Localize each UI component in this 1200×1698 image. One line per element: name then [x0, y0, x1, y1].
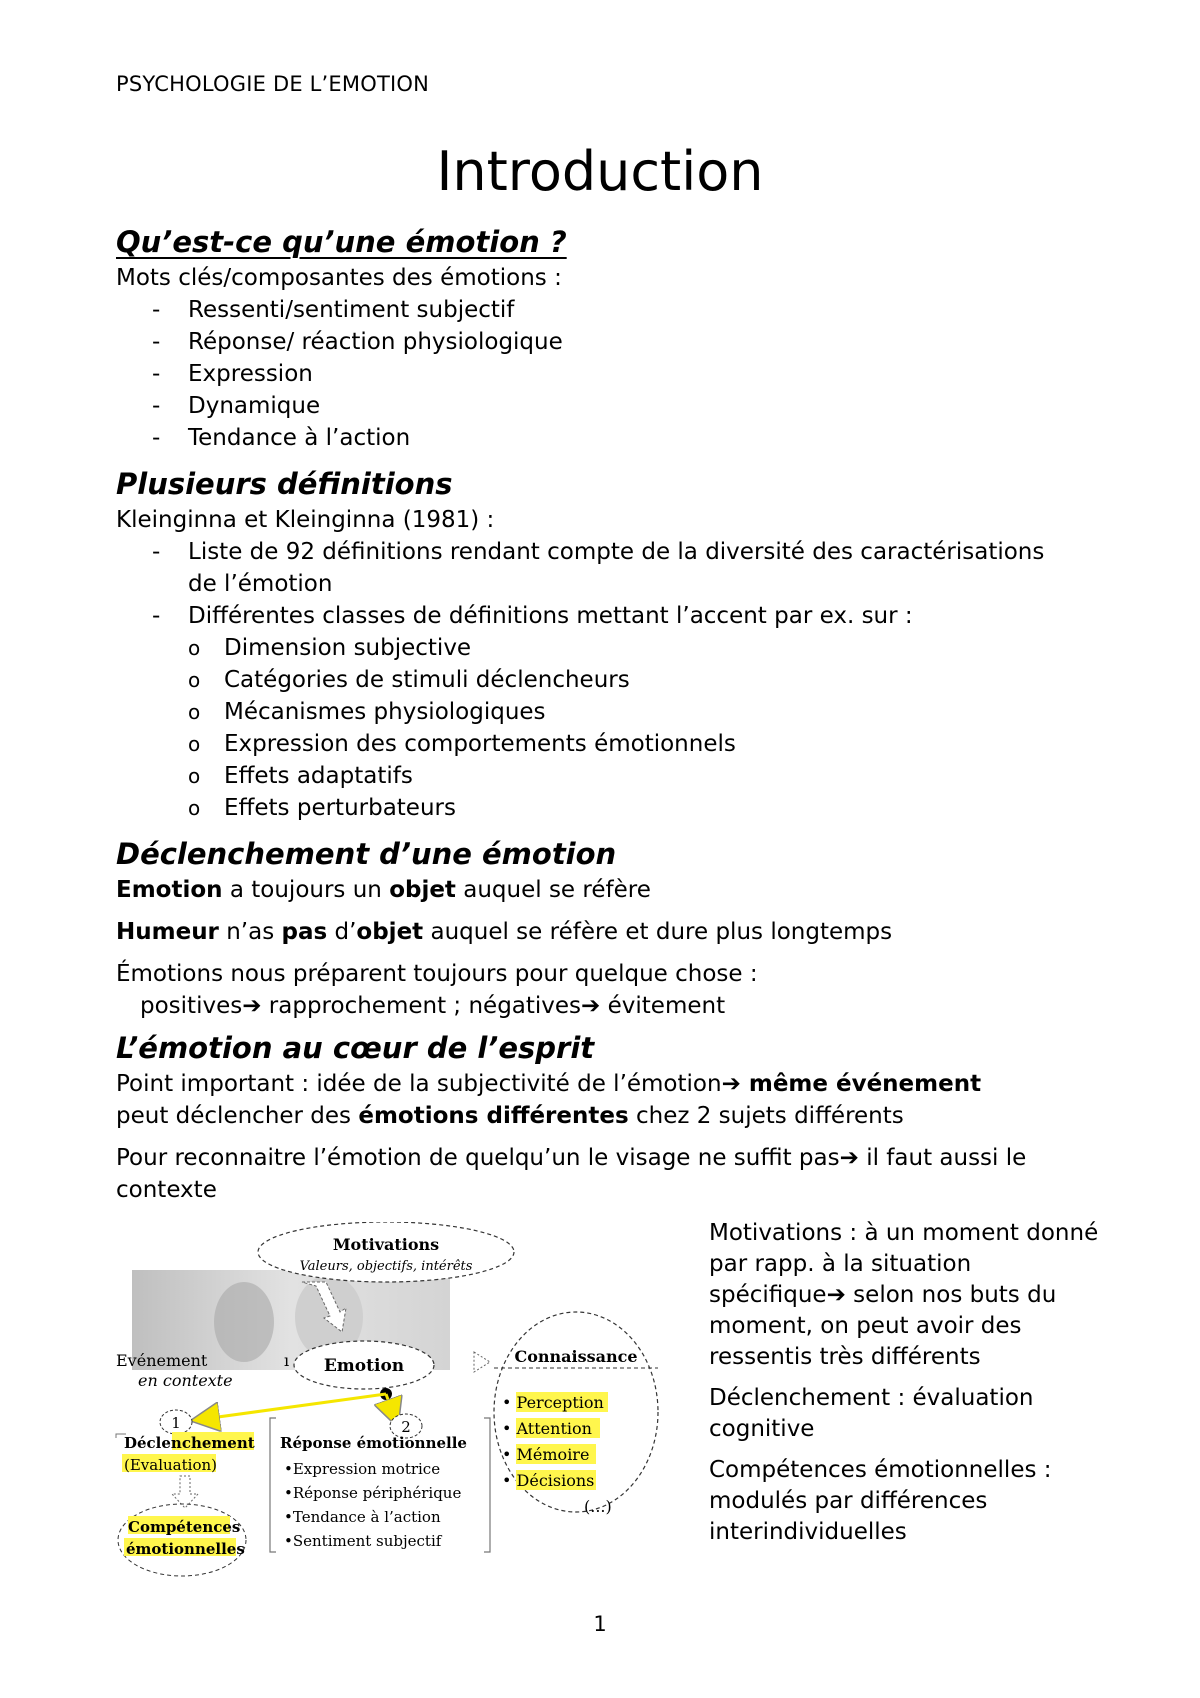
definitions-sublist: [116, 632, 1096, 824]
paragraph-mood: Humeur n’as pas d’objet auquel se réfère et dure plus longtemps: [116, 919, 893, 945]
keywords-list: [116, 294, 1096, 454]
connaissance-label: Connaissance: [514, 1347, 638, 1366]
page-header: PSYCHOLOGIE DE L’EMOTION: [116, 72, 430, 96]
evaluation-label: (Evaluation): [124, 1456, 217, 1474]
event-label: Evénement: [116, 1351, 208, 1370]
list-item: o Dimension subjective: [188, 632, 1096, 664]
note-competences: Compétences émotionnelles : modulés par différences interindividuelles: [709, 1457, 1052, 1545]
keywords-intro: Mots clés/composantes des émotions :: [116, 265, 562, 291]
emotion-diagram: [114, 1222, 694, 1592]
arrow-icon: ➔: [242, 993, 262, 1019]
connaissance-arrow-icon: [474, 1352, 490, 1372]
section-heading-trigger: Déclenchement d’une émotion: [116, 837, 617, 871]
page-title: Introduction: [436, 140, 764, 203]
reponse-item: •Sentiment subjectif: [284, 1532, 442, 1550]
arrow-icon: ➔: [826, 1282, 846, 1308]
list-item: - Différentes classes de définitions mettant l’accent par ex. sur :: [152, 600, 1096, 632]
step-2-label: 2: [401, 1418, 411, 1436]
paragraph-subjectivity: Point important : idée de la subjectivité de l’émotion➔ même événement peut déclencher des émotions différentes chez 2 sujets différents: [116, 1071, 982, 1129]
connaissance-ellipsis: (...): [584, 1497, 612, 1516]
step-1-label: 1: [171, 1414, 181, 1432]
paragraph-approach-avoid: positives➔ rapprochement ; négatives➔ évitement: [140, 993, 726, 1019]
note-motivations: Motivations : à un moment donné par rapp. à la situation spécifique➔ selon nos buts du moment, on peut avoir des ressentis très différents: [709, 1220, 1099, 1370]
reponse-item: •Tendance à l’action: [284, 1508, 441, 1526]
list-item: - Liste de 92 définitions rendant compte de la diversité des caractérisations de l’émotion: [152, 536, 1096, 600]
definitions-list: [116, 536, 1096, 632]
connaissance-item: • Perception: [502, 1393, 604, 1412]
emotion-label: Emotion: [323, 1356, 405, 1376]
list-item: - Réponse/ réaction physiologique: [152, 326, 1096, 358]
page-number: 1: [593, 1612, 607, 1636]
competences-label: Compétences: [128, 1518, 241, 1536]
section-heading-definitions: Plusieurs définitions: [116, 467, 453, 501]
list-item: - Tendance à l’action: [152, 422, 1096, 454]
connaissance-item: • Attention: [502, 1419, 592, 1438]
reponse-item: •Expression motrice: [284, 1460, 441, 1478]
arrow-icon: ➔: [839, 1145, 859, 1171]
competences-label-2: émotionnelles: [126, 1540, 245, 1558]
connaissance-item: • Décisions: [502, 1471, 595, 1490]
list-item: o Catégories de stimuli déclencheurs: [188, 664, 1096, 696]
section-heading-what-is-emotion: Qu’est-ce qu’une émotion ?: [116, 225, 567, 259]
reponse-item: •Réponse périphérique: [284, 1484, 462, 1502]
reponse-label: Réponse émotionnelle: [280, 1434, 467, 1452]
svg-text:ı: ı: [284, 1351, 290, 1370]
diagram-notes: [709, 1218, 1109, 1558]
motivations-label: Motivations: [332, 1235, 440, 1254]
list-item: o Mécanismes physiologiques: [188, 696, 1096, 728]
list-item: - Ressenti/sentiment subjectif: [152, 294, 1096, 326]
section-heading-heart-of-mind: L’émotion au cœur de l’esprit: [116, 1031, 595, 1065]
paragraph-emotion-object: Emotion a toujours un objet auquel se réfère: [116, 877, 651, 903]
note-declenchement: Déclenchement : évaluation cognitive: [709, 1385, 1034, 1442]
declenchement-label: Déclenchement: [124, 1434, 255, 1452]
event-context-label: en contexte: [138, 1371, 233, 1390]
list-item: - Dynamique: [152, 390, 1096, 422]
motivations-sub-label: Valeurs, objectifs, intérêts: [299, 1259, 473, 1274]
paragraph-preparation: Émotions nous préparent toujours pour quelque chose :: [116, 961, 758, 987]
list-item: - Expression: [152, 358, 1096, 390]
list-item: o Effets adaptatifs: [188, 760, 1096, 792]
main-content: [116, 222, 1096, 1206]
paragraph-context: Pour reconnaitre l’émotion de quelqu’un le visage ne suffit pas➔ il faut aussi le contexte: [116, 1145, 1027, 1203]
definitions-intro: Kleinginna et Kleinginna (1981) :: [116, 507, 495, 533]
list-item: o Effets perturbateurs: [188, 792, 1096, 824]
competences-arrow: [172, 1476, 198, 1508]
connaissance-item: • Mémoire: [502, 1445, 590, 1464]
arrow-icon: ➔: [721, 1071, 741, 1097]
list-item: o Expression des comportements émotionnels: [188, 728, 1096, 760]
arrow-to-declenchement: [196, 1394, 386, 1420]
arrow-icon: ➔: [581, 993, 601, 1019]
